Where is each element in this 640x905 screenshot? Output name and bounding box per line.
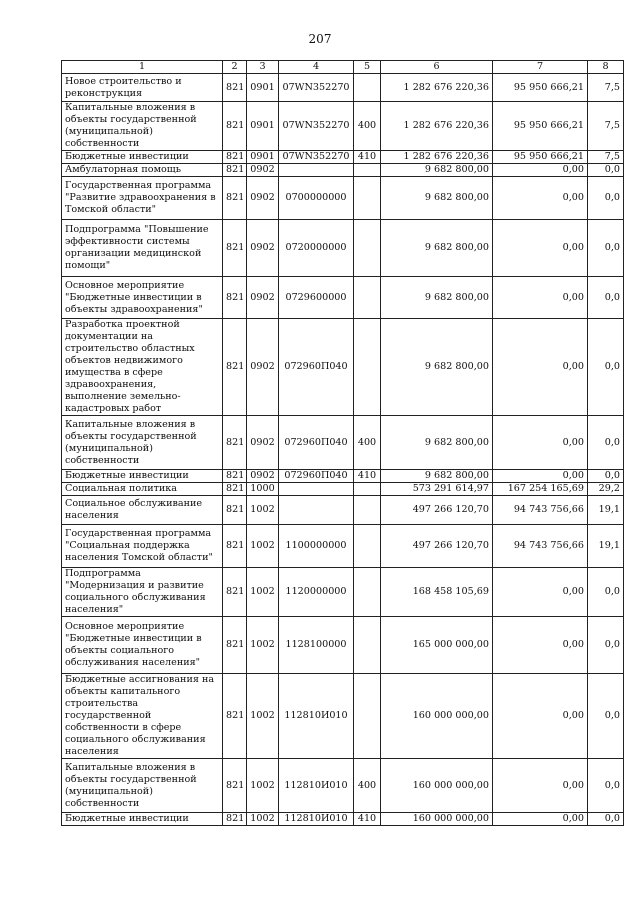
actual-amount-cell: 94 743 756,66 (493, 525, 588, 568)
expense-type-cell (354, 496, 381, 525)
header-cell: 4 (279, 61, 354, 74)
percent-cell: 0,0 (588, 674, 624, 759)
admin-code-cell: 821 (223, 416, 247, 470)
table-row (62, 102, 624, 151)
percent-cell: 0,0 (588, 759, 624, 813)
expense-type-cell: 400 (354, 759, 381, 813)
target-code-cell (279, 496, 354, 525)
admin-code-cell: 821 (223, 483, 247, 496)
budget-table (61, 60, 624, 826)
target-code-cell: 072960П040 (279, 416, 354, 470)
actual-amount-cell: 0,00 (493, 177, 588, 220)
target-code-cell: 112810И010 (279, 674, 354, 759)
target-code-cell: 07WN352270 (279, 74, 354, 102)
target-code-cell: 112810И010 (279, 813, 354, 826)
table-row (62, 220, 624, 277)
expense-type-cell (354, 164, 381, 177)
name-cell: Новое строительство и реконструкция (62, 74, 223, 102)
percent-cell: 19,1 (588, 496, 624, 525)
plan-amount-cell: 160 000 000,00 (381, 674, 493, 759)
section-code-cell: 0902 (247, 319, 279, 416)
plan-amount-cell: 9 682 800,00 (381, 416, 493, 470)
actual-amount-cell: 0,00 (493, 470, 588, 483)
actual-amount-cell: 0,00 (493, 568, 588, 617)
target-code-cell: 072960П040 (279, 319, 354, 416)
percent-cell: 0,0 (588, 319, 624, 416)
section-code-cell: 1002 (247, 674, 279, 759)
table-row (62, 164, 624, 177)
admin-code-cell: 821 (223, 164, 247, 177)
expense-type-cell (354, 483, 381, 496)
actual-amount-cell: 0,00 (493, 416, 588, 470)
percent-cell: 0,0 (588, 617, 624, 674)
admin-code-cell: 821 (223, 674, 247, 759)
actual-amount-cell: 167 254 165,69 (493, 483, 588, 496)
percent-cell: 0,0 (588, 177, 624, 220)
expense-type-cell (354, 617, 381, 674)
plan-amount-cell: 9 682 800,00 (381, 220, 493, 277)
table-row (62, 759, 624, 813)
plan-amount-cell: 1 282 676 220,36 (381, 102, 493, 151)
table-row (62, 416, 624, 470)
percent-cell: 0,0 (588, 416, 624, 470)
plan-amount-cell: 9 682 800,00 (381, 319, 493, 416)
expense-type-cell (354, 177, 381, 220)
section-code-cell: 0902 (247, 220, 279, 277)
expense-type-cell (354, 220, 381, 277)
header-cell: 8 (588, 61, 624, 74)
plan-amount-cell: 497 266 120,70 (381, 525, 493, 568)
admin-code-cell: 821 (223, 151, 247, 164)
table-row (62, 470, 624, 483)
admin-code-cell: 821 (223, 74, 247, 102)
target-code-cell: 0729600000 (279, 277, 354, 319)
target-code-cell: 1128100000 (279, 617, 354, 674)
name-cell: Бюджетные инвестиции (62, 151, 223, 164)
header-cell: 2 (223, 61, 247, 74)
section-code-cell: 1000 (247, 483, 279, 496)
target-code-cell: 072960П040 (279, 470, 354, 483)
percent-cell: 29,2 (588, 483, 624, 496)
admin-code-cell: 821 (223, 177, 247, 220)
admin-code-cell: 821 (223, 102, 247, 151)
plan-amount-cell: 168 458 105,69 (381, 568, 493, 617)
table-row (62, 496, 624, 525)
name-cell: Амбулаторная помощь (62, 164, 223, 177)
expense-type-cell (354, 319, 381, 416)
expense-type-cell (354, 568, 381, 617)
target-code-cell (279, 483, 354, 496)
admin-code-cell: 821 (223, 813, 247, 826)
percent-cell: 7,5 (588, 74, 624, 102)
actual-amount-cell: 0,00 (493, 759, 588, 813)
section-code-cell: 0901 (247, 151, 279, 164)
expense-type-cell (354, 74, 381, 102)
section-code-cell: 1002 (247, 617, 279, 674)
plan-amount-cell: 1 282 676 220,36 (381, 151, 493, 164)
plan-amount-cell: 165 000 000,00 (381, 617, 493, 674)
table-header-row (62, 61, 624, 74)
name-cell: Подпрограмма "Модернизация и развитие социального обслуживания населения" (62, 568, 223, 617)
expense-type-cell (354, 525, 381, 568)
section-code-cell: 0902 (247, 164, 279, 177)
table-row (62, 319, 624, 416)
expense-type-cell (354, 277, 381, 319)
section-code-cell: 1002 (247, 496, 279, 525)
section-code-cell: 1002 (247, 759, 279, 813)
admin-code-cell: 821 (223, 319, 247, 416)
table-row (62, 74, 624, 102)
plan-amount-cell: 9 682 800,00 (381, 470, 493, 483)
header-cell: 6 (381, 61, 493, 74)
plan-amount-cell: 1 282 676 220,36 (381, 74, 493, 102)
name-cell: Социальное обслуживание населения (62, 496, 223, 525)
target-code-cell: 1100000000 (279, 525, 354, 568)
target-code-cell (279, 164, 354, 177)
plan-amount-cell: 497 266 120,70 (381, 496, 493, 525)
header-cell: 1 (62, 61, 223, 74)
section-code-cell: 0901 (247, 74, 279, 102)
target-code-cell: 1120000000 (279, 568, 354, 617)
percent-cell: 7,5 (588, 151, 624, 164)
name-cell: Капитальные вложения в объекты государственной (муниципальной) собственности (62, 416, 223, 470)
admin-code-cell: 821 (223, 759, 247, 813)
plan-amount-cell: 9 682 800,00 (381, 164, 493, 177)
section-code-cell: 0902 (247, 277, 279, 319)
percent-cell: 7,5 (588, 102, 624, 151)
table-row (62, 277, 624, 319)
table-row (62, 813, 624, 826)
table-row (62, 177, 624, 220)
plan-amount-cell: 9 682 800,00 (381, 177, 493, 220)
actual-amount-cell: 95 950 666,21 (493, 102, 588, 151)
actual-amount-cell: 0,00 (493, 674, 588, 759)
table-row (62, 151, 624, 164)
name-cell: Бюджетные инвестиции (62, 813, 223, 826)
table-row (62, 483, 624, 496)
plan-amount-cell: 9 682 800,00 (381, 277, 493, 319)
name-cell: Разработка проектной документации на строительство областных объектов недвижимого имущества в сфере здравоохранения, выполнение земельно-кадастровых работ (62, 319, 223, 416)
section-code-cell: 1002 (247, 525, 279, 568)
plan-amount-cell: 573 291 614,97 (381, 483, 493, 496)
expense-type-cell: 410 (354, 470, 381, 483)
target-code-cell: 0720000000 (279, 220, 354, 277)
expense-type-cell: 400 (354, 102, 381, 151)
admin-code-cell: 821 (223, 277, 247, 319)
percent-cell: 0,0 (588, 813, 624, 826)
target-code-cell: 0700000000 (279, 177, 354, 220)
actual-amount-cell: 0,00 (493, 164, 588, 177)
name-cell: Основное мероприятие "Бюджетные инвестиции в объекты здравоохранения" (62, 277, 223, 319)
name-cell: Капитальные вложения в объекты государственной (муниципальной) собственности (62, 102, 223, 151)
percent-cell: 19,1 (588, 525, 624, 568)
admin-code-cell: 821 (223, 220, 247, 277)
admin-code-cell: 821 (223, 568, 247, 617)
name-cell: Бюджетные инвестиции (62, 470, 223, 483)
percent-cell: 0,0 (588, 470, 624, 483)
plan-amount-cell: 160 000 000,00 (381, 759, 493, 813)
section-code-cell: 1002 (247, 813, 279, 826)
admin-code-cell: 821 (223, 525, 247, 568)
header-cell: 7 (493, 61, 588, 74)
section-code-cell: 0902 (247, 470, 279, 483)
header-cell: 5 (354, 61, 381, 74)
name-cell: Капитальные вложения в объекты государственной (муниципальной) собственности (62, 759, 223, 813)
target-code-cell: 07WN352270 (279, 151, 354, 164)
admin-code-cell: 821 (223, 617, 247, 674)
expense-type-cell: 400 (354, 416, 381, 470)
actual-amount-cell: 0,00 (493, 220, 588, 277)
percent-cell: 0,0 (588, 220, 624, 277)
section-code-cell: 1002 (247, 568, 279, 617)
table-row (62, 525, 624, 568)
admin-code-cell: 821 (223, 470, 247, 483)
actual-amount-cell: 94 743 756,66 (493, 496, 588, 525)
name-cell: Бюджетные ассигнования на объекты капитального строительства государственной собственности в сфере социального обслуживания населения (62, 674, 223, 759)
header-cell: 3 (247, 61, 279, 74)
admin-code-cell: 821 (223, 496, 247, 525)
actual-amount-cell: 0,00 (493, 277, 588, 319)
plan-amount-cell: 160 000 000,00 (381, 813, 493, 826)
percent-cell: 0,0 (588, 164, 624, 177)
section-code-cell: 0901 (247, 102, 279, 151)
expense-type-cell: 410 (354, 151, 381, 164)
name-cell: Основное мероприятие "Бюджетные инвестиции в объекты социального обслуживания населения" (62, 617, 223, 674)
actual-amount-cell: 95 950 666,21 (493, 74, 588, 102)
table-row (62, 674, 624, 759)
name-cell: Государственная программа "Социальная поддержка населения Томской области" (62, 525, 223, 568)
expense-type-cell: 410 (354, 813, 381, 826)
expense-type-cell (354, 674, 381, 759)
name-cell: Социальная политика (62, 483, 223, 496)
actual-amount-cell: 95 950 666,21 (493, 151, 588, 164)
page-number: 207 (308, 32, 332, 46)
table-row (62, 617, 624, 674)
target-code-cell: 07WN352270 (279, 102, 354, 151)
actual-amount-cell: 0,00 (493, 319, 588, 416)
section-code-cell: 0902 (247, 416, 279, 470)
percent-cell: 0,0 (588, 277, 624, 319)
section-code-cell: 0902 (247, 177, 279, 220)
percent-cell: 0,0 (588, 568, 624, 617)
table-row (62, 568, 624, 617)
actual-amount-cell: 0,00 (493, 617, 588, 674)
actual-amount-cell: 0,00 (493, 813, 588, 826)
target-code-cell: 112810И010 (279, 759, 354, 813)
name-cell: Государственная программа "Развитие здравоохранения в Томской области" (62, 177, 223, 220)
name-cell: Подпрограмма "Повышение эффективности системы организации медицинской помощи" (62, 220, 223, 277)
